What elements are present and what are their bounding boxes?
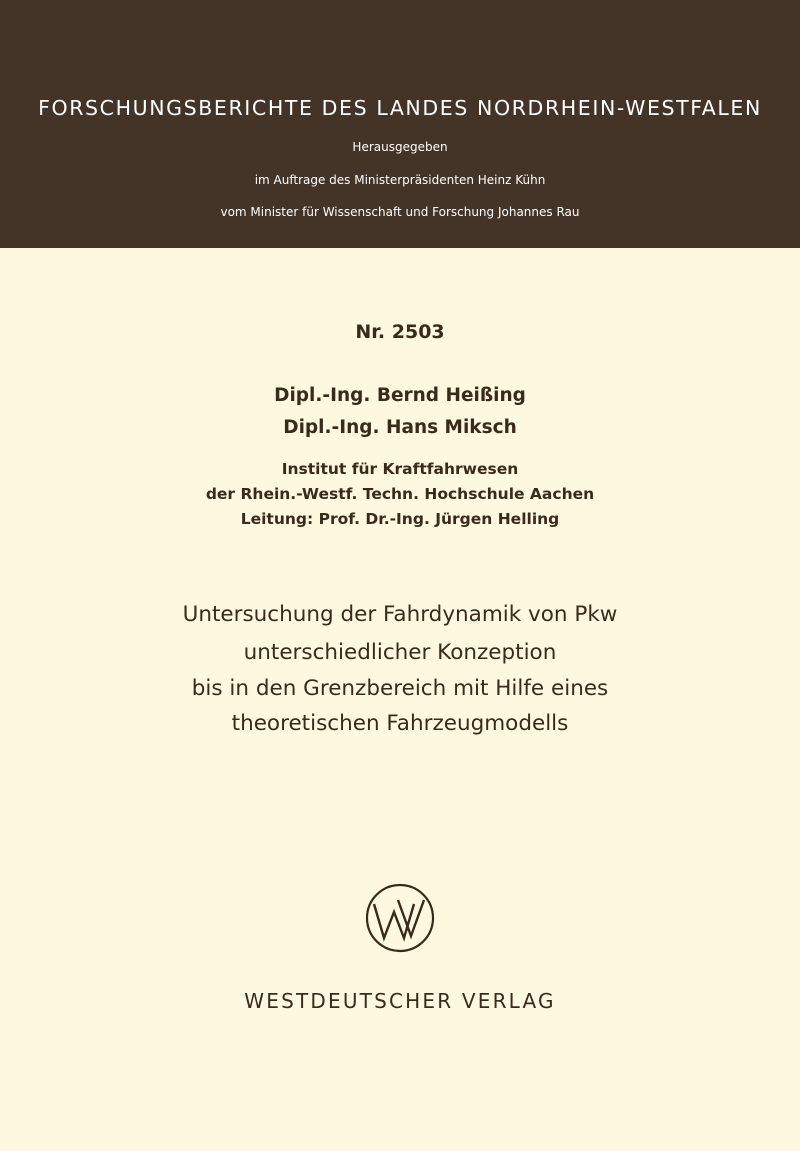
author-1: Dipl.-Ing. Bernd Heißing: [274, 385, 526, 406]
header-band: [0, 0, 800, 248]
title-line-4: theoretischen Fahrzeugmodells: [231, 711, 569, 736]
report-number: Nr. 2503: [355, 321, 445, 343]
series-title: FORSCHUNGSBERICHTE DES LANDES NORDRHEIN-WESTFALEN: [38, 96, 762, 120]
institute-line-1: Institut für Kraftfahrwesen: [281, 460, 519, 478]
editor-line-minister: vom Minister für Wissenschaft und Forschung Johannes Rau: [220, 205, 580, 219]
title-line-2: unterschiedlicher Konzeption: [243, 640, 557, 665]
editor-line-herausgegeben: Herausgegeben: [352, 140, 448, 154]
institute-line-2: der Rhein.-Westf. Techn. Hochschule Aachen: [205, 485, 595, 503]
publisher-name: WESTDEUTSCHER VERLAG: [244, 989, 556, 1013]
title-line-3: bis in den Grenzbereich mit Hilfe eines: [191, 676, 609, 701]
editor-line-auftrag: im Auftrage des Ministerpräsidenten Heinz Kühn: [254, 173, 546, 187]
institute-line-3: Leitung: Prof. Dr.-Ing. Jürgen Helling: [240, 510, 560, 528]
title-line-1: Untersuchung der Fahrdynamik von Pkw: [182, 602, 618, 627]
author-2: Dipl.-Ing. Hans Miksch: [283, 417, 517, 438]
wv-monogram-icon: [364, 882, 436, 954]
